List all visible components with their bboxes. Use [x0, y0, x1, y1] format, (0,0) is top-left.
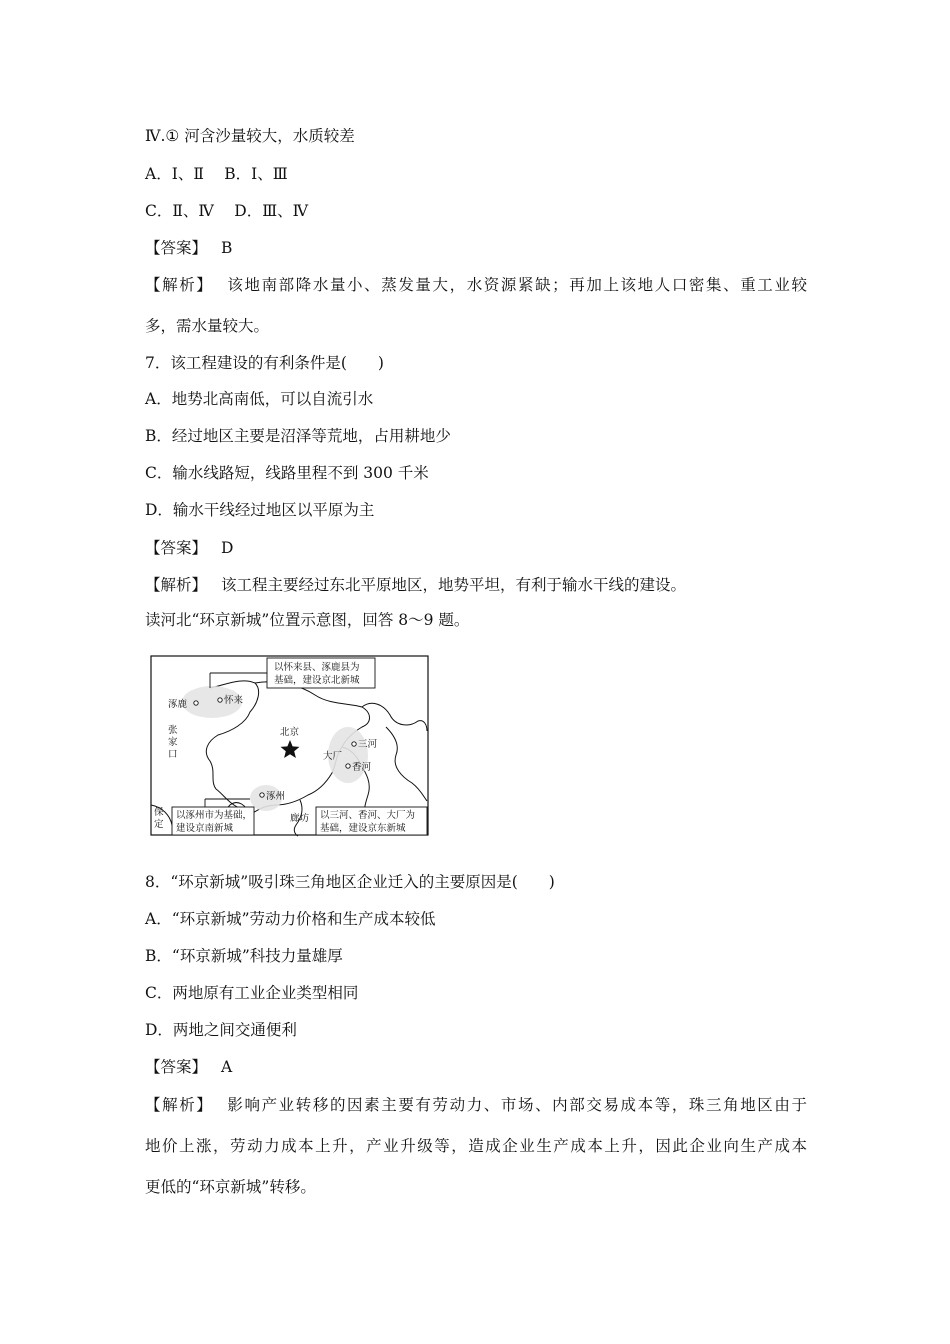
map-intro: 读河北“环京新城”位置示意图，回答 8～9 题。: [145, 611, 470, 629]
callout-north-line1: 以怀来县、涿鹿县为: [274, 662, 360, 673]
label-dachang: 大厂: [323, 751, 343, 762]
label-zhuozhou: 涿州: [266, 791, 286, 802]
explanation-text: 该工程主要经过东北平原地区，地势平坦，有利于输水干线的建设。: [221, 576, 687, 594]
answer-value: B: [221, 239, 233, 257]
explanation-continued: 更低的“环京新城”转移。: [145, 1178, 316, 1196]
question-7: 7．该工程建设的有利条件是( ): [145, 354, 384, 372]
callout-north-line2: 基础，建设京北新城: [274, 675, 360, 686]
city-marker-xianghe: [346, 764, 350, 768]
city-marker-sanhe: [352, 742, 356, 746]
city-marker-zhuozhou: [260, 793, 264, 797]
answer-line: [145, 1057, 232, 1077]
explanation-continued: 多，需水量较大。: [145, 317, 270, 335]
explanation-continued: 地价上涨，劳动力成本上升，产业升级等，造成企业生产成本上升，因此企业向生产成本: [145, 1137, 807, 1155]
explanation-line: [145, 575, 686, 595]
callout-south-line2: 建设京南新城: [176, 823, 234, 834]
map-figure: [150, 655, 430, 837]
explanation-line: [145, 1095, 807, 1115]
question-7-option-a: A．地势北高南低，可以自流引水: [145, 390, 374, 408]
label-zhangjiakou-2: 家: [168, 737, 178, 748]
answer-tag: 【答案】: [145, 539, 208, 557]
answer-value: D: [221, 539, 234, 557]
explanation-tag: 【解析】: [145, 1096, 214, 1114]
callout-east-line1: 以三河、香河、大厂为: [320, 810, 416, 821]
question-8-option-d: D．两地之间交通便利: [145, 1021, 297, 1039]
question-8-option-b: B．“环京新城”科技力量雄厚: [145, 947, 343, 965]
option-line: C．Ⅱ、Ⅳ D．Ⅲ、Ⅳ: [145, 202, 309, 220]
label-baoding-2: 定: [154, 819, 164, 830]
label-huailai: 怀来: [224, 695, 244, 706]
label-zhangjiakou-1: 张: [168, 725, 178, 736]
question-8: 8．“环京新城”吸引珠三角地区企业迁入的主要原因是( ): [145, 873, 555, 891]
label-baoding-1: 保: [154, 807, 164, 818]
question-8-option-c: C．两地原有工业企业类型相同: [145, 984, 359, 1002]
explanation-line: [145, 275, 807, 295]
label-xianghe: 香河: [352, 762, 372, 773]
question-8-option-a: A．“环京新城”劳动力价格和生产成本较低: [145, 910, 436, 928]
explanation-tag: 【解析】: [145, 576, 208, 594]
label-zhuolu: 涿鹿: [168, 699, 188, 710]
city-marker-zhuolu: [194, 701, 198, 705]
question-7-option-b: B．经过地区主要是沼泽等荒地，占用耕地少: [145, 427, 451, 445]
text-line: Ⅳ.① 河含沙量较大，水质较差: [145, 127, 355, 145]
label-zhangjiakou-3: 口: [168, 749, 178, 760]
question-7-option-d: D．输水干线经过地区以平原为主: [145, 501, 375, 519]
answer-tag: 【答案】: [145, 1058, 208, 1076]
question-7-option-c: C．输水线路短，线路里程不到 300 千米: [145, 464, 429, 482]
answer-tag: 【答案】: [145, 239, 208, 257]
answer-value: A: [221, 1058, 233, 1076]
callout-south-line1: 以涿州市为基础，: [176, 810, 253, 821]
callout-east-line2: 基础，建设京东新城: [320, 823, 406, 834]
city-marker-huailai: [218, 698, 222, 702]
label-langfang: 廊坊: [290, 813, 310, 824]
explanation-text: 影响产业转移的因素主要有劳动力、市场、内部交易成本等，珠三角地区由于: [227, 1096, 807, 1114]
answer-line: [145, 538, 233, 558]
explanation-tag: 【解析】: [145, 276, 214, 294]
label-sanhe: 三河: [358, 739, 378, 750]
option-line: A．Ⅰ、Ⅱ B．Ⅰ、Ⅲ: [145, 165, 288, 183]
label-beijing: 北京: [280, 727, 300, 738]
explanation-text: 该地南部降水量小、蒸发量大，水资源紧缺；再加上该地人口密集、重工业较: [227, 276, 807, 294]
answer-line: [145, 238, 232, 258]
